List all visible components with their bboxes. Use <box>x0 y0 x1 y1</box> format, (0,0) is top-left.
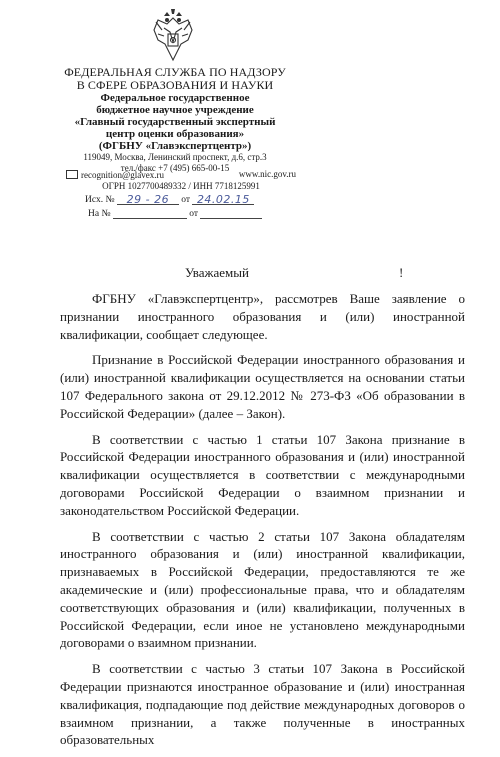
in-number-label: На № <box>88 209 111 219</box>
email-line <box>66 169 164 181</box>
out-number-value: 29 - 26 <box>126 193 170 206</box>
salutation: Уважаемый <box>185 265 249 280</box>
website-text: www.nic.gov.ru <box>238 169 296 179</box>
sender-header <box>60 66 290 173</box>
salutation-exclamation: ! <box>399 265 404 280</box>
contacts-block <box>66 169 296 191</box>
paragraph-2: Признание в Российской Федерации иностранного образования и (или) иностранной квалификации осуществляется на основании статьи 107 Федерального закона от 29.12.2012 № 273-ФЗ «Об образовании в Российской Федерации» (далее – Закон). <box>60 352 465 421</box>
in-date-field <box>200 207 262 219</box>
out-number-field <box>117 193 179 205</box>
paragraph-3: В соответствии с частью 1 статьи 107 Закона признание в Российской Федерации иностранного образования и (или) иностранной квалификации осуществляется в соответствии с международными договорами Российской Федерации о взаимном признании и законодательством Российской Федерации. <box>60 431 465 518</box>
agency-name-line2: В СФЕРЕ ОБРАЗОВАНИЯ И НАУКИ <box>76 78 274 92</box>
envelope-icon <box>66 170 78 179</box>
institution-line4: центр оценки образования» <box>105 128 245 140</box>
out-number-label: Исх. № <box>85 195 115 205</box>
paragraph-4: В соответствии с частью 2 статьи 107 Закона обладателям иностранного образования и (или) иностранной квалификации, признаваемых в Российской Федерации, предоставляются те же академические и (или) профессиональные права, что и обладателям соответствующих образования и (или) квалификации, полученных в Российской Федерации, если иное не установлено международными договорами о взаимном признании. <box>60 528 465 651</box>
out-date-label: от <box>181 195 191 205</box>
letter-body <box>60 290 465 757</box>
ids-line: ОГРН 1027700489332 / ИНН 7718125991 <box>102 180 260 191</box>
institution-line1: Федеральное государственное <box>100 92 250 104</box>
paragraph-1: ФГБНУ «Главэкспертцентр», рассмотрев Ваше заявление о признании иностранного образования и (или) иностранной квалификации, сообщает следующее. <box>60 291 465 342</box>
agency-name-line1: ФЕДЕРАЛЬНАЯ СЛУЖБА ПО НАДЗОРУ <box>64 65 286 79</box>
paragraph-5: В соответствии с частью 3 статьи 107 Закона в Российской Федерации признаются иностранное образование и (или) иностранная квалификация, подпадающие под действие международных договоров о взаимном признании, а также полученные в иностранных образовательных <box>60 661 465 748</box>
coat-of-arms-emblem <box>148 8 198 66</box>
incoming-reg-line <box>88 207 262 219</box>
out-date-value: 24.02.15 <box>196 193 250 206</box>
in-date-label: от <box>189 209 199 219</box>
phone-line: тел./факс +7 (495) 665-00-15 <box>120 162 230 173</box>
outgoing-reg-line <box>85 193 254 205</box>
institution-line3: «Главный государственный экспертный <box>74 116 276 128</box>
address-line: 119049, Москва, Ленинский проспект, д.6, стр.3 <box>83 152 267 162</box>
institution-line5: (ФГБНУ «Главэкспертцентр») <box>98 140 252 152</box>
out-date-field <box>192 193 254 205</box>
in-number-field <box>113 207 187 219</box>
email-text: recognition@glavex.ru <box>81 170 165 180</box>
institution-line2: бюджетное научное учреждение <box>96 104 254 116</box>
